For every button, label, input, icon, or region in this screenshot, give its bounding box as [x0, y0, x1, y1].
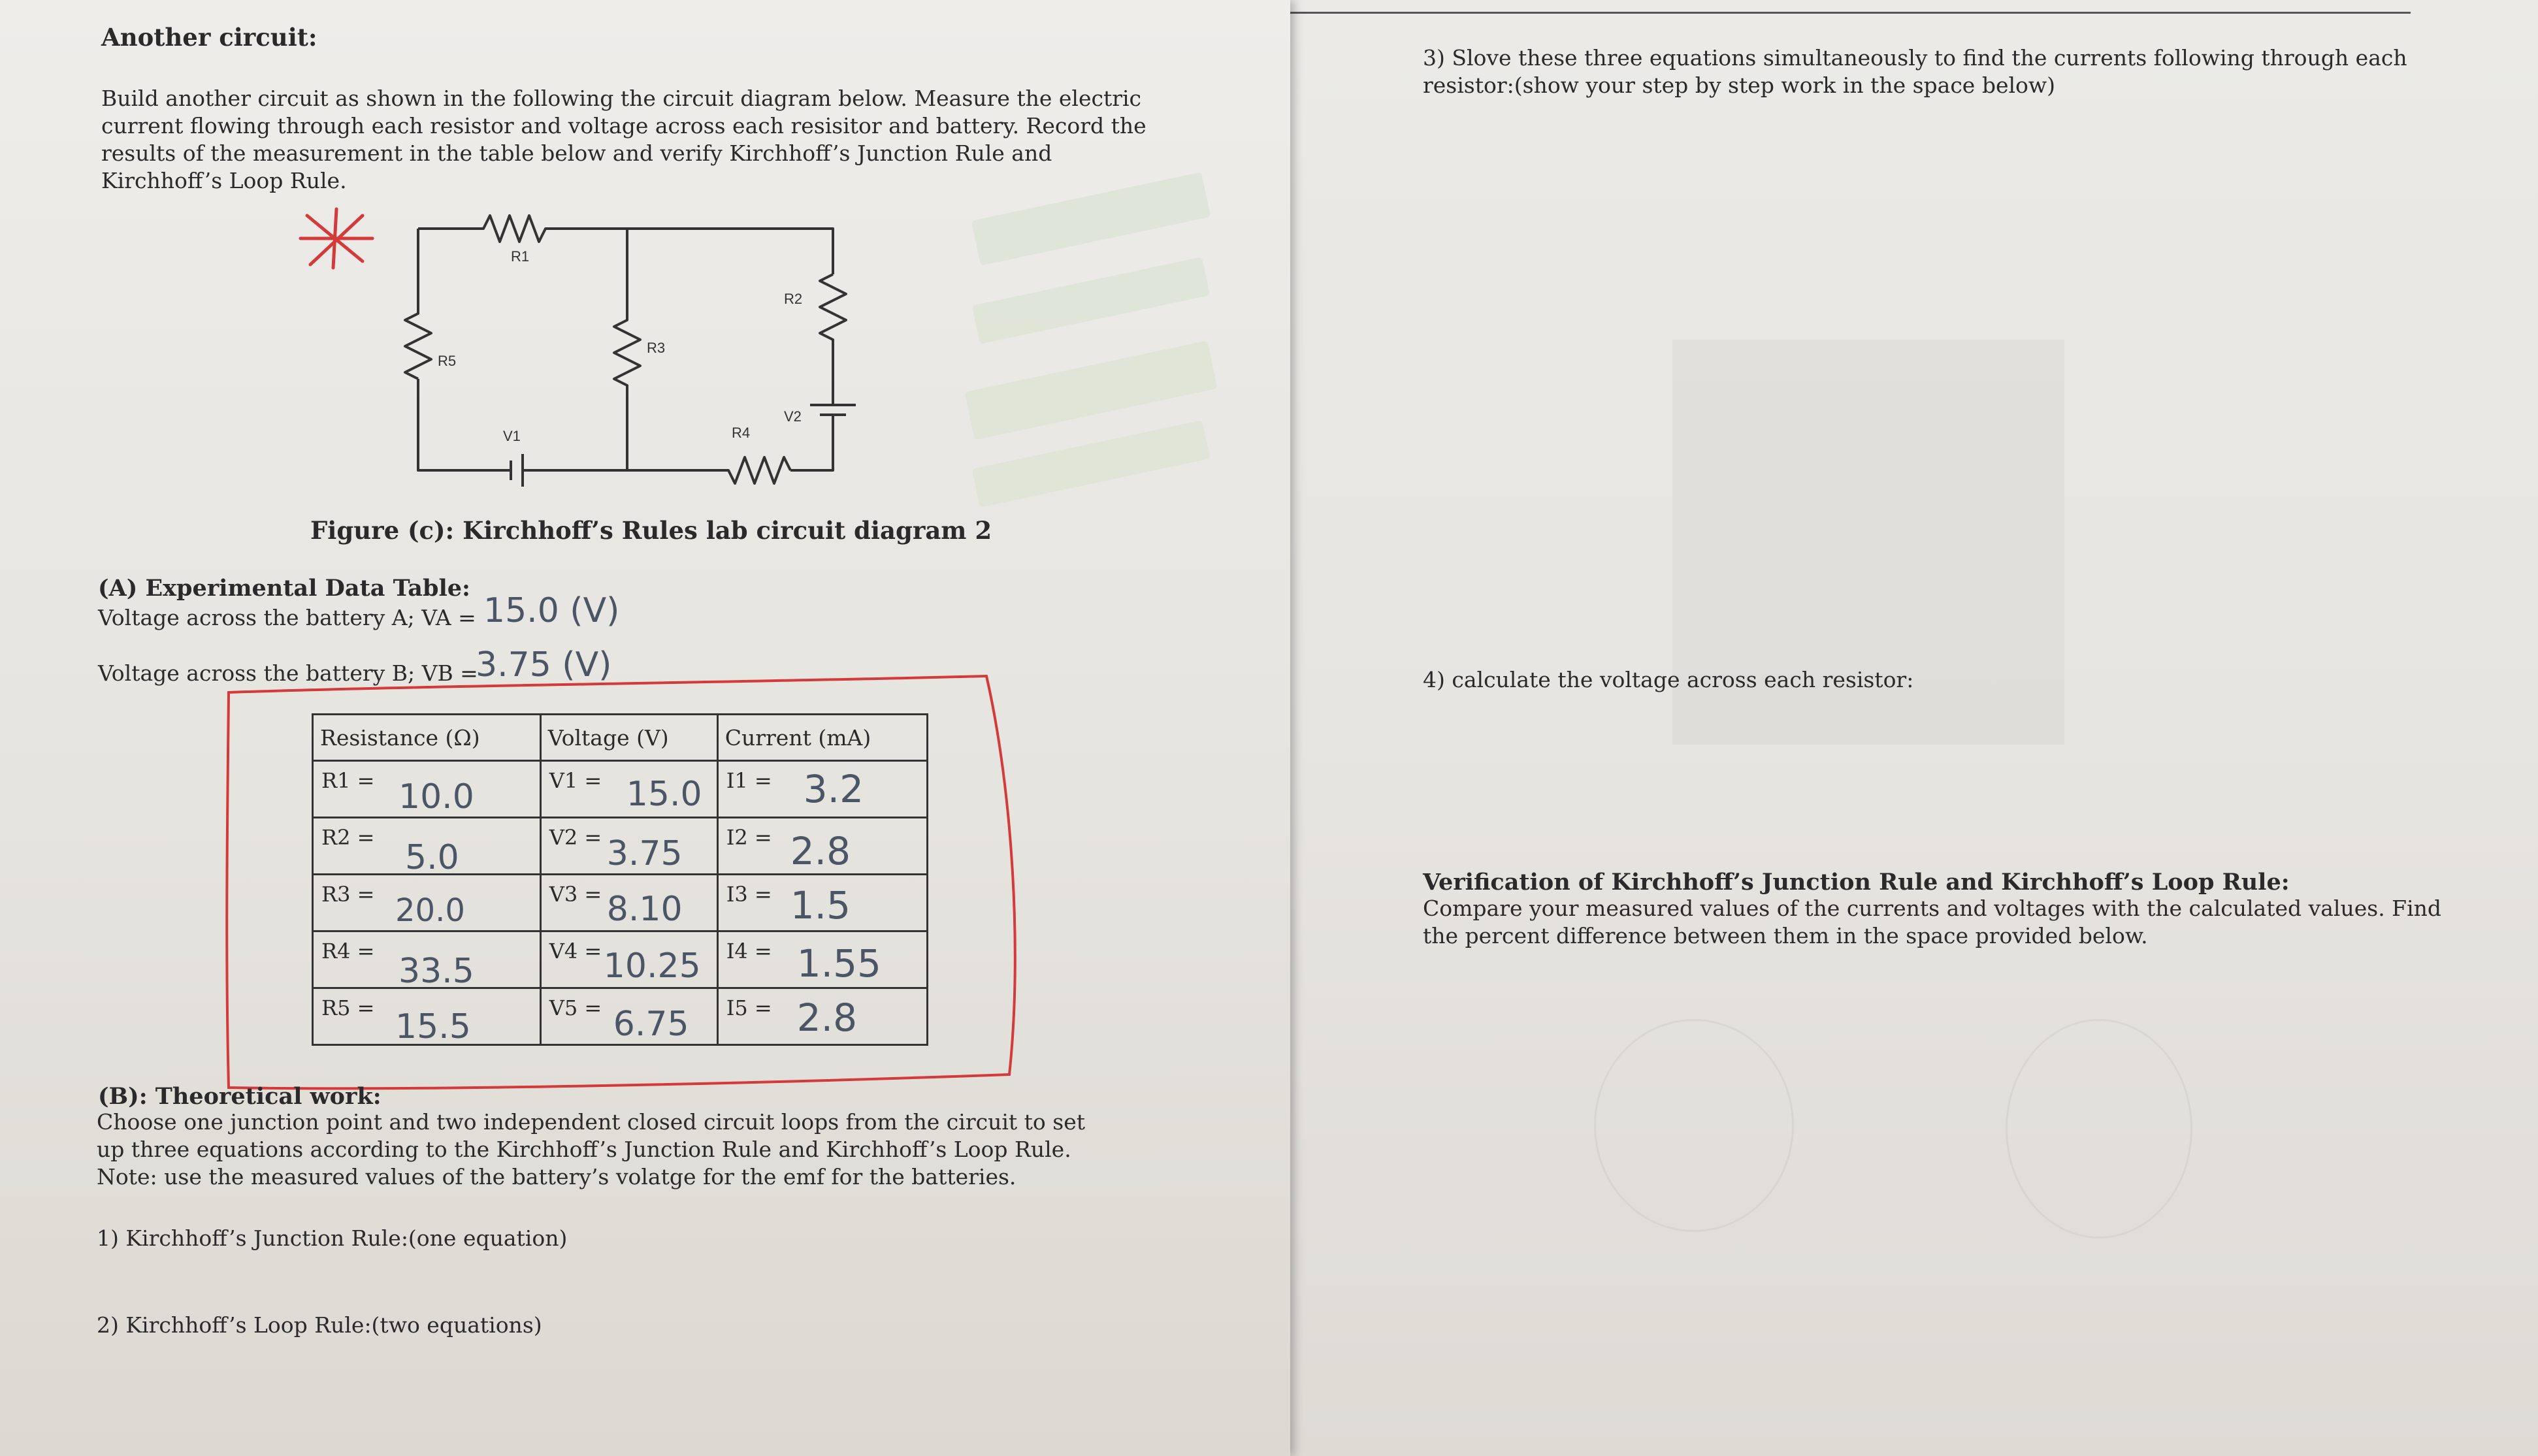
figure-caption: Figure (c): Kirchhoff’s Rules lab circuit diagram 2	[310, 516, 992, 545]
cell-label: I3 =	[726, 882, 772, 907]
section-a-title: (A) Experimental Data Table:	[98, 575, 470, 602]
question-4: 4) calculate the voltage across each resistor:	[1423, 667, 1914, 692]
bleed-through-shape	[1594, 1019, 1794, 1232]
label-r2: R2	[784, 291, 803, 307]
section-b-title: (B): Theoretical work:	[98, 1083, 382, 1110]
cell-value: 10.25	[603, 946, 701, 986]
table-row	[313, 761, 928, 818]
cell-value: 15.5	[395, 1007, 471, 1046]
table-row	[313, 875, 928, 931]
cell-label: R1 =	[321, 768, 375, 793]
label-v2: V2	[784, 408, 802, 425]
right-page	[1280, 0, 2538, 1456]
section-b-paragraph: Choose one junction point and two independent closed circuit loops from the circuit to set up three equations according to the Kirchhoff’s Junction Rule and Kirchhoff’s Loop Rule. Note: use the measured values of the battery’s volatge for the emf for the batteries.	[97, 1109, 1086, 1189]
table-row	[313, 931, 928, 988]
cell-label: I5 =	[726, 995, 772, 1020]
question-1: 1) Kirchhoff’s Junction Rule:(one equation)	[97, 1225, 568, 1251]
tape-strip	[972, 420, 1211, 508]
cell-label: R5 =	[321, 995, 375, 1020]
cell-label: V4 =	[549, 939, 602, 963]
verification-title: Verification of Kirchhoff’s Junction Rule and Kirchhoff’s Loop Rule:	[1423, 869, 2290, 896]
label-r1: R1	[511, 248, 530, 265]
cell-value: 1.5	[790, 883, 851, 928]
top-rule	[1287, 12, 2411, 14]
experimental-data-table	[312, 713, 928, 1046]
table-header-row	[313, 715, 928, 761]
label-r3: R3	[647, 340, 666, 356]
cell-label: I4 =	[726, 939, 772, 963]
cell-label: V1 =	[549, 768, 602, 793]
battery-a-value: 15.0 (V)	[483, 591, 620, 630]
table-header: Current (mA)	[717, 715, 927, 761]
cell-label: V3 =	[549, 882, 602, 907]
cell-value: 2.8	[790, 829, 851, 873]
circuit-diagram	[366, 189, 888, 496]
cell-value: 5.0	[405, 838, 459, 877]
cell-value: 10.0	[399, 777, 474, 817]
cell-value: 2.8	[796, 995, 857, 1040]
cell-value: 33.5	[399, 952, 474, 991]
label-r5: R5	[438, 353, 457, 369]
battery-b-label: Voltage across the battery B; VB =	[98, 660, 478, 686]
cell-value: 20.0	[395, 892, 465, 929]
cell-value: 15.0	[626, 775, 702, 814]
cell-label: I1 =	[726, 768, 772, 793]
table-header: Voltage (V)	[540, 715, 717, 761]
table-header: Resistance (Ω)	[313, 715, 541, 761]
red-asterisk-mark	[287, 202, 379, 274]
label-v1: V1	[503, 428, 521, 444]
cell-label: R4 =	[321, 939, 375, 963]
cell-value: 1.55	[796, 941, 881, 986]
battery-a-label: Voltage across the battery A; VA =	[98, 605, 476, 630]
cell-value: 3.75	[606, 834, 683, 873]
section-title-another-circuit: Another circuit:	[101, 23, 317, 52]
battery-b-value: 3.75 (V)	[476, 645, 612, 685]
cell-value: 6.75	[613, 1005, 689, 1044]
question-2: 2) Kirchhoff’s Loop Rule:(two equations)	[97, 1312, 542, 1338]
verification-paragraph: Compare your measured values of the currents and voltages with the calculated values. Find the percent difference between them in the space provided below.	[1423, 896, 2442, 948]
cell-label: I2 =	[726, 825, 772, 850]
cell-value: 3.2	[803, 767, 864, 811]
cell-label: V2 =	[549, 825, 602, 850]
cell-value: 8.10	[606, 890, 683, 929]
cell-label: R3 =	[321, 882, 375, 907]
tape-strip	[972, 257, 1211, 344]
cell-label: V5 =	[549, 995, 602, 1020]
label-r4: R4	[732, 425, 751, 441]
question-3: 3) Slove these three equations simultaneously to find the currents following through each resistor:(show your step by step work in the space below)	[1423, 45, 2407, 98]
cell-label: R2 =	[321, 825, 375, 850]
table-row	[313, 988, 928, 1045]
bleed-through-shape	[2006, 1019, 2192, 1238]
intro-paragraph: Build another circuit as shown in the following the circuit diagram below. Measure the electric current flowing through each resistor and voltage across each resisitor and battery. Record the results of the measurement in the table below and verify Kirchhoff’s Junction Rule and Kirchhoff’s Loop Rule.	[101, 86, 1147, 193]
table-row	[313, 818, 928, 875]
